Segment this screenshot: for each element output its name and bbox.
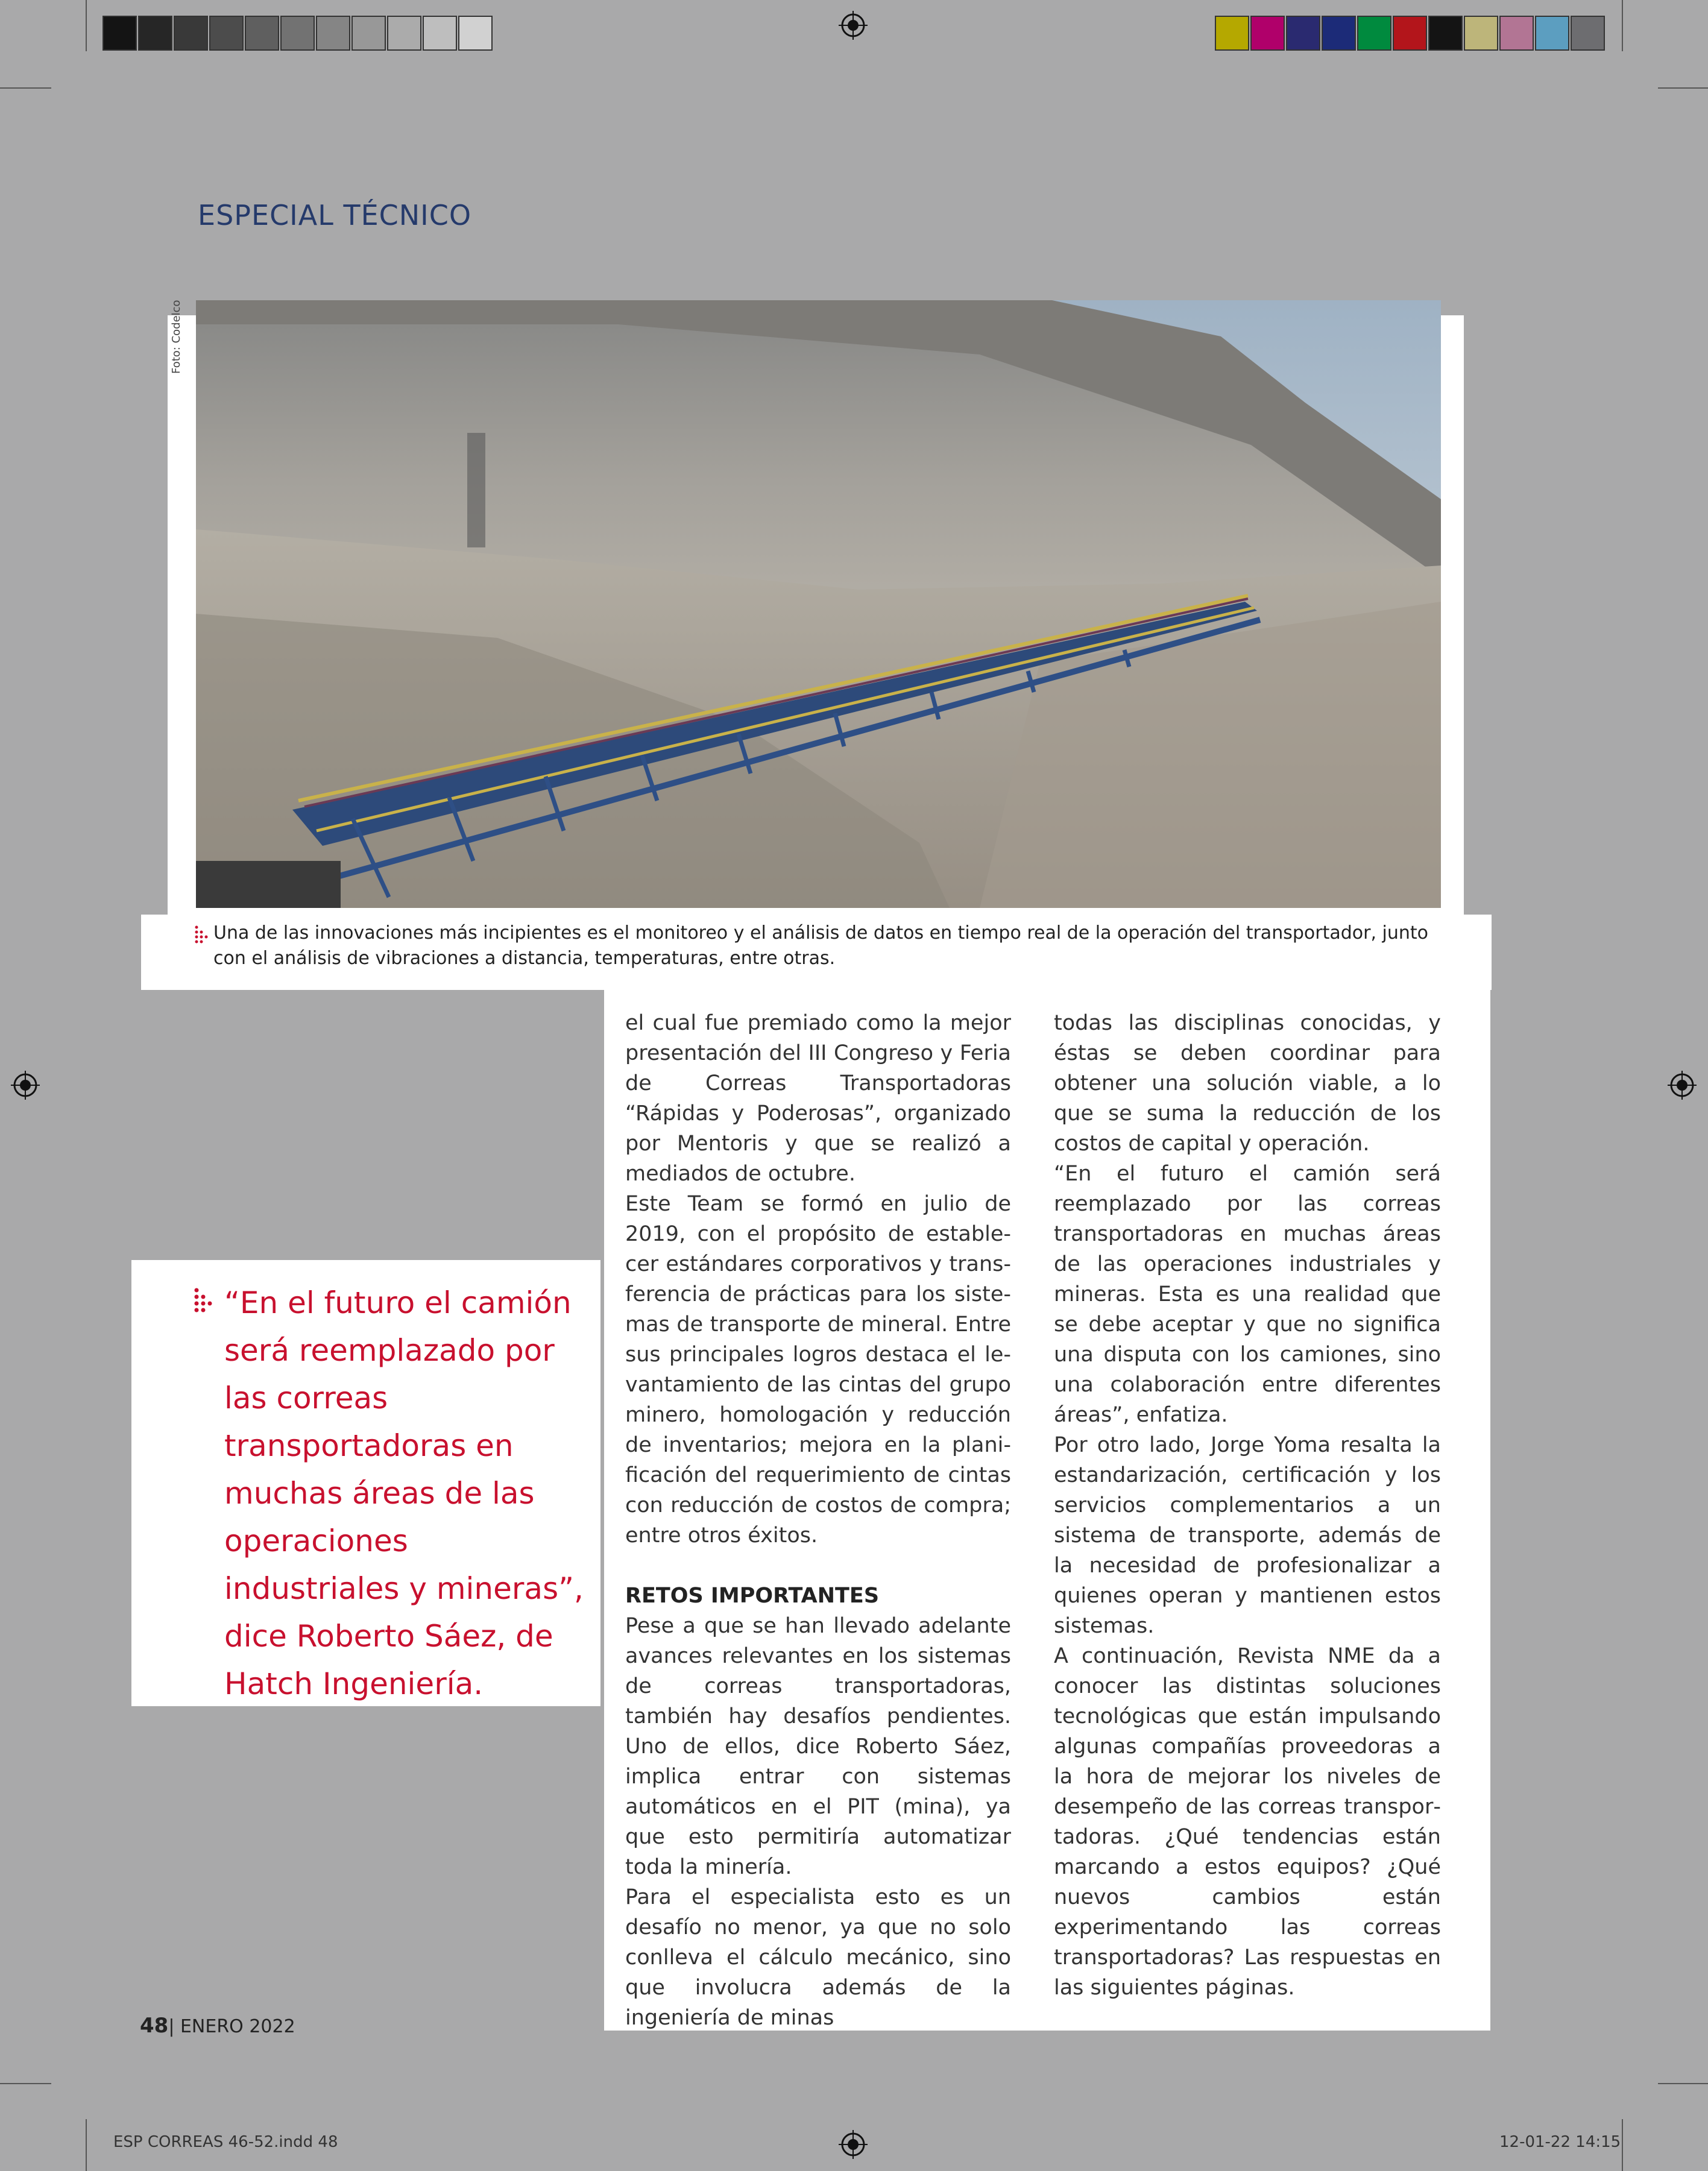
crop-mark [1622, 2119, 1623, 2171]
process-swatch [1535, 16, 1569, 51]
photo-credit: Foto: Codelco [170, 300, 183, 374]
paragraph: Para el especialista esto es un desafío no menor, ya que no solo conlleva el cálculo mecánico, sino que involucra además de la ingeniería de minas [625, 1885, 1011, 2030]
page-footer [140, 2014, 295, 2038]
process-swatch [1428, 16, 1463, 51]
crop-mark [1622, 0, 1623, 51]
gray-swatch [280, 16, 315, 51]
paragraph: A continuación, Revista NME da a conocer las distintas soluciones tecnológicas que están impulsando algunas compañías proveedoras a la hora de mejorar los niveles de desempeño de las correas transportadoras. ¿Qué tendencias están marcando a estos equipos? ¿Qué nuevos cambios están experimentando las correas transportadoras? Las respuestas en las siguientes páginas. [1054, 1644, 1441, 2000]
issue-date: | ENERO 2022 [168, 2016, 295, 2037]
paragraph: todas las disciplinas conocidas, y éstas se deben coordinar para obtener una solución viable, a lo que se suma la reducción de los costos de capital y operación. [1054, 1011, 1441, 1156]
gray-swatch [423, 16, 457, 51]
gray-swatch [316, 16, 350, 51]
crop-mark [1658, 2083, 1708, 2084]
gray-swatch [102, 16, 137, 51]
crop-mark [86, 2119, 87, 2171]
process-swatch [1571, 16, 1605, 51]
section-title: ESPECIAL TÉCNICO [198, 199, 472, 232]
gray-swatch [387, 16, 421, 51]
gray-swatch [138, 16, 172, 51]
photo-caption: Una de las innovaciones más incipientes es el monitoreo y el análisis de datos en tiempo real de la operación del transportador, junto con el análisis de vibraciones a distancia, temperaturas, entre otras. [213, 922, 1428, 969]
process-swatch [1286, 16, 1320, 51]
page-number: 48 [140, 2014, 169, 2038]
registration-mark-icon [1668, 1071, 1697, 1100]
paragraph: Por otro lado, Jorge Yoma resalta la estandarización, certificación y los servicios complementarios a un sistema de transporte, además de la necesidad de profesionalizar a quienes operan y mantienen estos sistemas. [1054, 1433, 1441, 1638]
article-column-1 [625, 1008, 1011, 2033]
bullet-dots-icon [195, 925, 212, 947]
bullet-dots-icon [194, 1288, 218, 1318]
conveyor-photo [196, 300, 1441, 908]
process-swatch [1499, 16, 1534, 51]
process-swatch [1357, 16, 1391, 51]
crop-mark [1658, 87, 1708, 89]
process-swatch [1322, 16, 1356, 51]
process-swatch [1464, 16, 1498, 51]
gray-swatch [458, 16, 493, 51]
process-swatch [1250, 16, 1285, 51]
gray-swatch [351, 16, 386, 51]
slug-file: ESP CORREAS 46-52.indd 48 [113, 2133, 338, 2151]
registration-mark-icon [11, 1071, 40, 1100]
gray-swatch [209, 16, 244, 51]
section-heading: RETOS IMPORTANTES [625, 1584, 880, 1608]
paragraph: Este Team se formó en julio de 2019, con el propósito de establecer estándares corporativos y transferencia de prácticas para los sistemas de transporte de mineral. Entre sus principales logros destaca el levantamiento de las cintas del grupo minero, homologación y reducción de inventarios; mejora en la planificación del requerimiento de cintas con reducción de costos de compra; entre otros éxitos. [625, 1192, 1011, 1548]
article-column-2 [1054, 1008, 1441, 2003]
registration-mark-icon [839, 11, 868, 40]
gray-swatch [245, 16, 279, 51]
paragraph: “En el futuro el camión será reemplazado por las correas transportadoras en muchas áreas de las operaciones industriales y mineras. Esta es una realidad que se debe aceptar y que no significa una disputa con los camiones, sino una colaboración entre diferentes áreas”, enfatiza. [1054, 1162, 1441, 1427]
registration-mark-icon [839, 2130, 868, 2159]
crop-mark [86, 0, 87, 51]
process-swatch [1393, 16, 1427, 51]
gray-color-bar [102, 7, 494, 46]
pull-quote: “En el futuro el camión será reemplazado por las correas transportadoras en muchas áreas de las operaciones industriales y mineras”, dice Roberto Sáez, de Hatch Ingeniería. [224, 1285, 584, 1701]
gray-swatch [174, 16, 208, 51]
process-color-bar [1215, 7, 1607, 46]
process-swatch [1215, 16, 1249, 51]
crop-mark [0, 2083, 51, 2084]
paragraph: el cual fue premiado como la mejor presentación del III Congreso y Feria de Correas Transportadoras “Rápidas y Poderosas”, organizado por Mentoris y que se realizó a mediados de octubre. [625, 1011, 1011, 1186]
slug-date: 12-01-22 14:15 [1499, 2133, 1621, 2151]
crop-mark [0, 87, 51, 89]
paragraph: Pese a que se han llevado adelante avances relevantes en los sistemas de correas transportadoras, también hay desafíos pendientes. Uno de ellos, dice Roberto Sáez, implica entrar con sistemas automáticos en el PIT (mina), ya que esto permitiría automatizar toda la minería. [625, 1614, 1011, 1879]
